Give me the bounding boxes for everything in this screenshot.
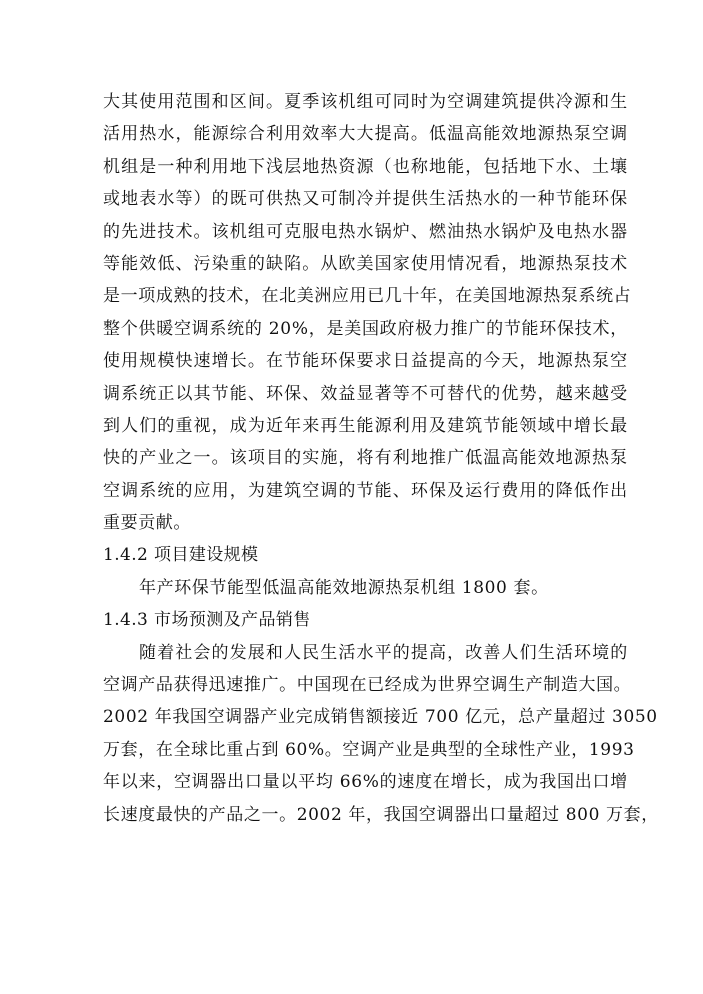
section-heading-1-4-3: 1.4.3 市场预测及产品销售 [103, 610, 311, 631]
body-line: 是 一 项 成 熟 的 技 术 ， 在 北 美 洲 应 用 已 几 十 年 ， 在 美 国 地 源 热 泵 系 统 占 [103, 286, 632, 307]
body-line: 机 组 是 一 种 利 用 地 下 浅 层 地 热 资 源 （ 也 称 地 能 ， 包 括 地 下 水 、 土 壤 [103, 156, 628, 177]
body-line: 大 其 使 用 范 围 和 区 间 。 夏 季 该 机 组 可 同 时 为 空 调 建 筑 提 供 冷 源 和 生 [103, 92, 628, 112]
body-line: 整 个 供 暖 空 调 系 统 的 2 0 % ， 是 美 国 政 府 极 力 推 广 的 节 能 环 保 技 术 ， [103, 318, 628, 339]
production-scale-text: 年产环保节能型低温高能效地源热泵机组 1800 套。 [139, 577, 549, 598]
body-line: 的 先 进 技 术 。 该 机 组 可 克 服 电 热 水 锅 炉 、 燃 油 热 水 锅 炉 及 电 热 水 器 [103, 221, 628, 242]
body-line: 等 能 效 低 、 污 染 重 的 缺 陷 。 从 欧 美 国 家 使 用 情 况 看 ， 地 源 热 泵 技 术 [103, 253, 628, 274]
section-heading-1-4-2: 1.4.2 项目建设规模 [103, 545, 259, 566]
document-page [103, 86, 659, 831]
body-line: 到 人 们 的 重 视 ， 成 为 近 年 来 再 生 能 源 利 用 及 建 筑 节 能 领 域 中 增 长 最 [103, 415, 628, 436]
body-line: 随 着 社 会 的 发 展 和 人 民 生 活 水 平 的 提 高 ， 改 善 人 们 生 活 环 境 的 [139, 642, 628, 663]
body-line: 重要贡献。 [103, 513, 191, 534]
body-line: 空 调 产 品 获 得 迅 速 推 广 。 中 国 现 在 已 经 成 为 世 界 空 调 生 产 制 造 大 国 。 [103, 675, 632, 696]
body-line: 年 以 来 ， 空 调 器 出 口 量 以 平 均 6 6 % 的 速 度 在 增 长 ， 成 为 我 国 出 口 增 [103, 772, 628, 793]
body-line: 2 0 0 2 年 我 国 空 调 器 产 业 完 成 销 售 额 接 近 7 0 0 亿 元 ， 总 产 量 超 过 3 0 5 0 [103, 707, 658, 728]
body-line: 长 速 度 最 快 的 产 品 之 一 。 2 0 0 2 年 ， 我 国 空 调 器 出 口 量 超 过 8 0 0 万 套 ， [103, 804, 659, 825]
body-line: 调 系 统 正 以 其 节 能 、 环 保 、 效 益 显 著 等 不 可 替 代 的 优 势 ， 越 来 越 受 [103, 383, 628, 404]
body-line: 快 的 产 业 之 一 。 该 项 目 的 实 施 ， 将 有 利 地 推 广 低 温 高 能 效 地 源 热 泵 [103, 448, 628, 469]
body-line: 活 用 热 水 ， 能 源 综 合 利 用 效 率 大 大 提 高 。 低 温 高 能 效 地 源 热 泵 空 调 [103, 124, 628, 145]
body-line: 万 套 ， 在 全 球 比 重 占 到 6 0 % 。 空 调 产 业 是 典 型 的 全 球 性 产 业 ， 1 9 9 3 [103, 739, 635, 760]
body-line: 或 地 表 水 等 ） 的 既 可 供 热 又 可 制 冷 并 提 供 生 活 热 水 的 一 种 节 能 环 保 [103, 189, 628, 210]
body-line: 空 调 系 统 的 应 用 ， 为 建 筑 空 调 的 节 能 、 环 保 及 运 行 费 用 的 降 低 作 出 [103, 480, 628, 501]
body-line: 使 用 规 模 快 速 增 长 。 在 节 能 环 保 要 求 日 益 提 高 的 今 天 ， 地 源 热 泵 空 [103, 351, 628, 372]
